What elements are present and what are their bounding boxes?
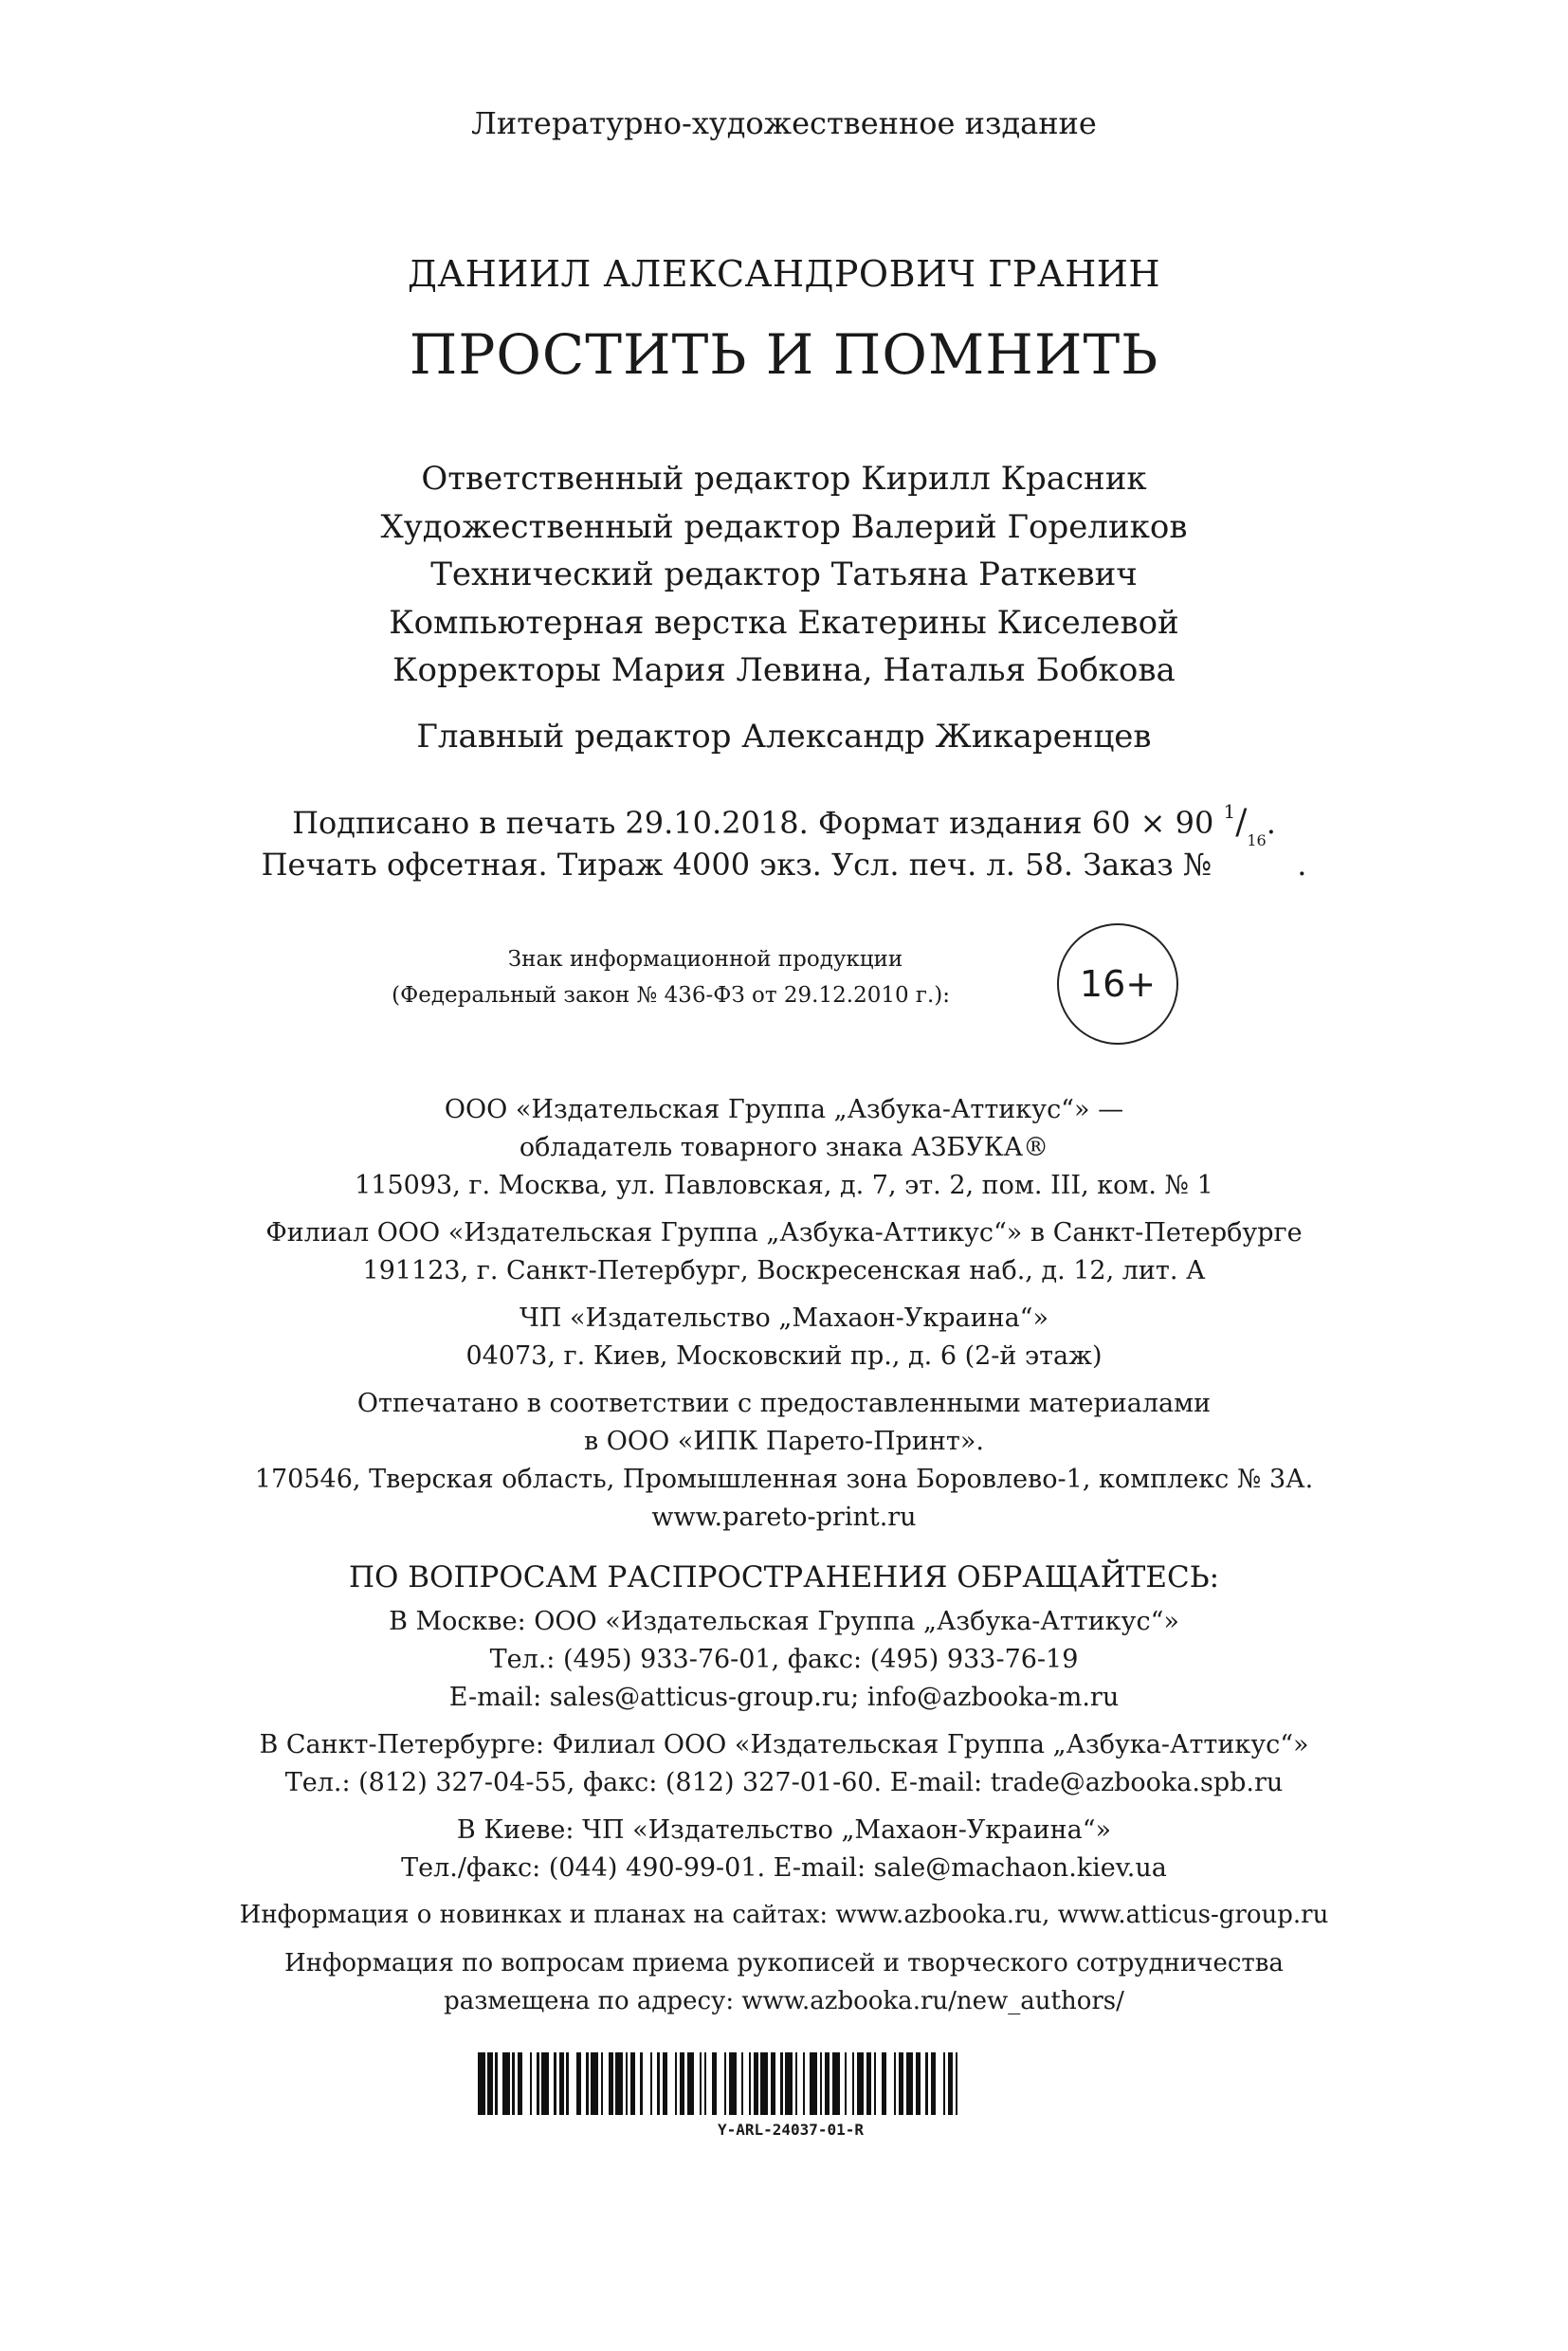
edition-type: Литературно-художественное издание (471, 105, 1097, 141)
credit-layout: Компьютерная верстка Екатерины Киселевой (389, 604, 1179, 642)
distribution-kiev-contacts: Тел./факс: (044) 490-99-01. E-mail: sale@machaon.kiev.ua (401, 1853, 1167, 1883)
publisher-trademark: обладатель товарного знака АЗБУКА® (519, 1133, 1049, 1162)
printer-line-2: в ООО «ИПК Парето-Принт». (584, 1427, 984, 1456)
credit-proofreaders: Корректоры Мария Левина, Наталья Бобкова (392, 651, 1176, 689)
print-info-line-2: Печать офсетная. Тираж 4000 экз. Усл. печ. л. 58. Заказ № . (261, 847, 1307, 883)
branch-spb-name: Филиал ООО «Издательская Группа „Азбука-Аттикус“» в Санкт-Петербурге (265, 1218, 1303, 1248)
printer-website: www.pareto-print.ru (651, 1503, 917, 1532)
printer-line-1: Отпечатано в соответствии с предоставленными материалами (356, 1389, 1212, 1418)
branch-kiev-address: 04073, г. Киев, Московский пр., д. 6 (2-й этаж) (465, 1341, 1103, 1371)
age-rating-badge: 16+ (1057, 923, 1178, 1045)
barcode-number: Y-ARL-24037-01-R (717, 2121, 865, 2139)
credit-technical-editor: Технический редактор Татьяна Раткевич (430, 556, 1138, 593)
manuscripts-info: Информация по вопросам приема рукописей и творческого сотрудничества (284, 1949, 1284, 1977)
credit-art-editor: Художественный редактор Валерий Гореликов (380, 508, 1188, 546)
print-info-line-1: Подписано в печать 29.10.2018. Формат издания 60 × 90 $^1/_{16}$. (292, 800, 1276, 850)
age-rating-block (360, 918, 1213, 1041)
publisher-name: ООО «Издательская Группа „Азбука-Аттикус“» — (444, 1095, 1124, 1124)
publisher-address: 115093, г. Москва, ул. Павловская, д. 7, эт. 2, пом. III, ком. № 1 (355, 1171, 1213, 1200)
distribution-spb-contacts: Тел.: (812) 327-04-55, факс: (812) 327-01-60. E-mail: trade@azbooka.spb.ru (284, 1768, 1284, 1797)
manuscripts-address: размещена по адресу: www.azbooka.ru/new_authors/ (444, 1987, 1124, 2015)
barcode-icon (478, 2052, 1094, 2115)
age-rating-law: (Федеральный закон № 436-ФЗ от 29.12.2010 г.): (392, 983, 950, 1008)
age-rating-label: Знак информационной продукции (507, 947, 903, 972)
distribution-kiev-name: В Киеве: ЧП «Издательство „Махаон-Украина“» (456, 1815, 1112, 1845)
distribution-moscow-phone: Тел.: (495) 933-76-01, факс: (495) 933-76-19 (489, 1645, 1079, 1674)
distribution-heading: ПО ВОПРОСАМ РАСПРОСТРАНЕНИЯ ОБРАЩАЙТЕСЬ: (348, 1560, 1220, 1595)
distribution-spb-name: В Санкт-Петербурге: Филиал ООО «Издательская Группа „Азбука-Аттикус“» (259, 1730, 1309, 1759)
branch-spb-address: 191123, г. Санкт-Петербург, Воскресенская наб., д. 12, лит. А (362, 1256, 1206, 1285)
news-websites: Информация о новинках и планах на сайтах: www.azbooka.ru, www.atticus-group.ru (239, 1901, 1329, 1929)
printer-address: 170546, Тверская область, Промышленная зона Боровлево-1, комплекс № 3А. (254, 1465, 1314, 1494)
credit-responsible-editor: Ответственный редактор Кирилл Красник (421, 460, 1147, 498)
author-name: ДАНИИЛ АЛЕКСАНДРОВИЧ ГРАНИН (407, 253, 1161, 295)
distribution-moscow-name: В Москве: ООО «Издательская Группа „Азбука-Аттикус“» (389, 1607, 1179, 1636)
distribution-moscow-email: E-mail: sales@atticus-group.ru; info@azbooka-m.ru (448, 1683, 1120, 1712)
branch-kiev-name: ЧП «Издательство „Махаон-Украина“» (520, 1303, 1048, 1333)
chief-editor: Главный редактор Александр Жикаренцев (416, 718, 1152, 756)
book-title: ПРОСТИТЬ И ПОМНИТЬ (409, 322, 1159, 387)
